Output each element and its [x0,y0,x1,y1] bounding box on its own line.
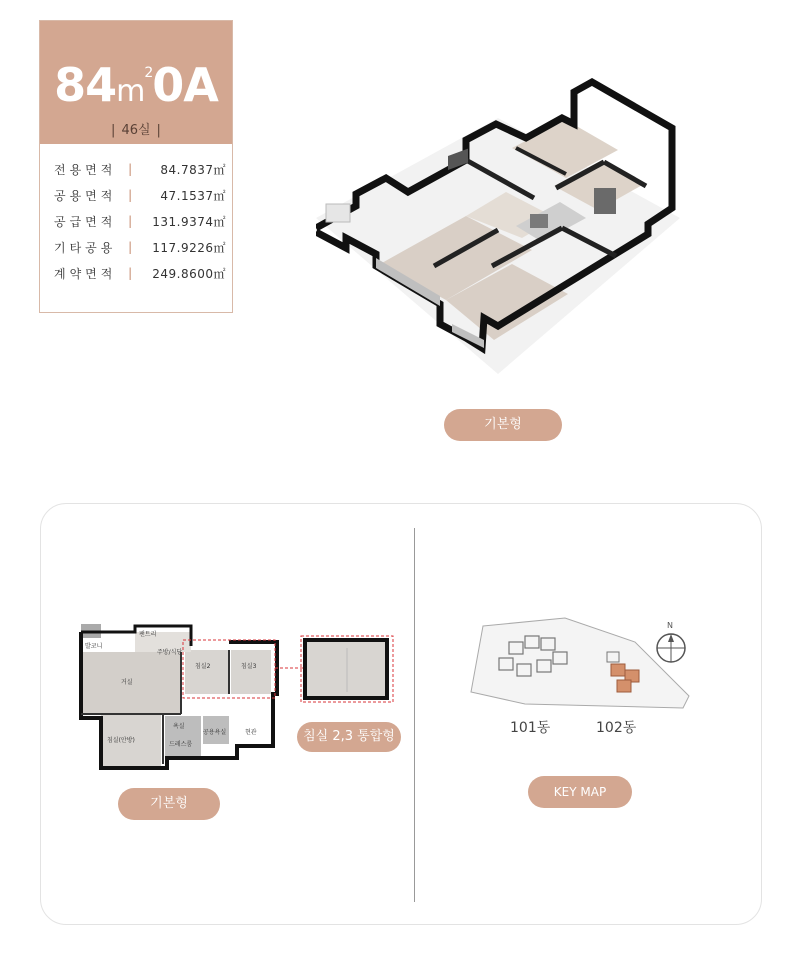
area-row [54,156,232,182]
plan-keymap-panel [40,503,762,925]
merge-bedroom-type-button[interactable]: 침실 2,3 통합형 [297,722,401,752]
unit-type-title [40,41,232,124]
area-list [40,144,232,286]
label-bedroom3: 침실3 [241,663,257,670]
label-bath2: 공용욕실 [203,729,227,736]
label-bedroom2: 침실2 [195,663,211,670]
unit-count-value: 46실 [121,123,151,138]
area-row [54,234,232,260]
type-suffix: 0A [152,58,218,112]
unit-info-header [40,21,232,144]
label-kitchen: 주방/식당 [157,649,183,656]
north-compass-icon [657,621,685,662]
area-separator: | [128,162,133,176]
area-row [54,260,232,286]
area-value: 131.9374㎡ [152,214,226,229]
area-separator: | [128,240,133,254]
label-dressroom: 드레스룸 [169,741,193,748]
basic-type-button-top[interactable]: 기본형 [444,409,562,441]
unit-count-bar-left: | [111,123,116,138]
area-value: 84.7837㎡ [160,162,226,177]
plan-fixture [594,188,616,214]
unit-count [40,119,232,138]
label-entrance: 현관 [245,729,257,736]
panel-divider [414,528,415,902]
area-row [54,182,232,208]
label-pantry: 팬트리 [139,631,157,638]
area-separator: | [128,214,133,228]
area-label: 기타공용 [54,240,117,255]
area-label: 전용면적 [54,162,117,177]
area-label: 공급면적 [54,214,117,229]
area-label: 계약면적 [54,266,117,281]
merged-floor [305,640,387,698]
area-value: 47.1537㎡ [160,188,226,203]
label-master-bedroom: 침실(안방) [107,737,135,744]
isometric-floorplan-image[interactable] [316,78,680,378]
area-row [54,208,232,234]
area-separator: | [128,266,133,280]
key-map-button[interactable]: KEY MAP [528,776,632,808]
plan2d-floor-bath [165,716,201,756]
plan2d-floor-bedroom3 [231,650,271,694]
north-label: N [667,621,673,630]
plan-fixture [530,214,548,228]
type-unit: m [116,74,145,109]
label-balcony: 발코니 [85,643,103,650]
label-living: 거실 [121,679,133,686]
area-value: 249.8600㎡ [152,266,226,281]
plan2d-floor-bedroom2 [185,650,229,694]
area-value: 117.9226㎡ [152,240,226,255]
merged-type-floorplan-image[interactable] [299,634,399,704]
unit-info-card [39,20,233,313]
plan-balcony [326,204,350,222]
label-bath1: 욕실 [173,723,185,730]
basic-type-button-bottom[interactable]: 기본형 [118,788,220,820]
building-102-label: 102동 [596,720,637,736]
type-unit-sup: 2 [144,65,153,81]
type-number: 84 [54,58,117,112]
key-map-image[interactable] [465,612,695,712]
area-label: 공용면적 [54,188,117,203]
site-boundary [471,618,689,708]
floorplan-2d-image[interactable] [77,624,317,772]
area-separator: | [128,188,133,202]
unit-count-bar-right: | [156,123,161,138]
building-101-label: 101동 [510,720,551,736]
